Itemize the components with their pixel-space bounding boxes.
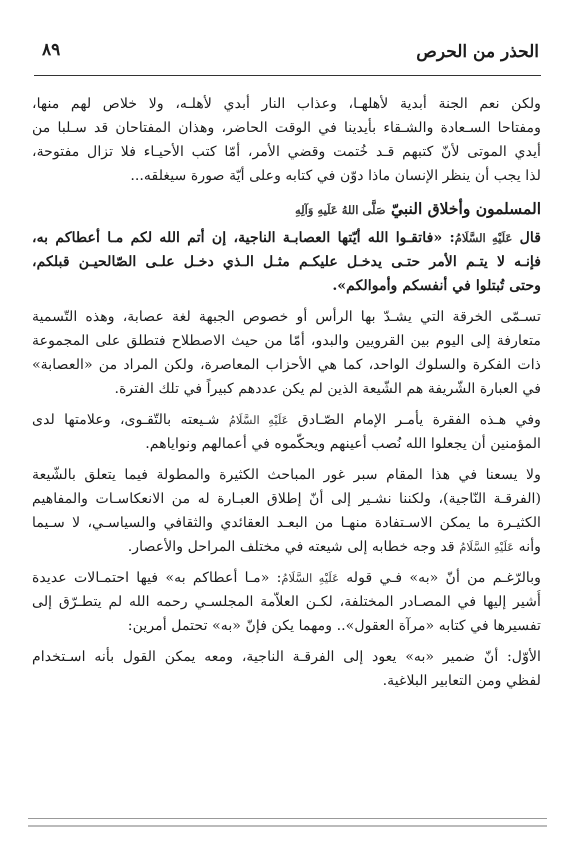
paragraph-line bbox=[32, 408, 541, 432]
paragraph-line: تسـمّى الخرقة التي يشـدّ بها الرأس أو خصوص الجبهة لغة عصابة، وهذه التّسمية bbox=[32, 309, 541, 325]
quote-text: : «فاتقـوا الله أيّتها العصابـة الناجية، إن أتم الله لكم مـا أعطاكم به، bbox=[32, 230, 455, 246]
paragraph-line: في العبارة الشّريفة هم الشّيعة الذين لم يكن عددهم كبيراً في تلك الفترة. bbox=[114, 381, 541, 397]
paragraph-line: الكثيـرة ما يمكن الاسـتفادة منهـا من البعـد العقائدي والثقافي والسياسـي، لا سـيما bbox=[32, 515, 541, 531]
text-segment: شـيعته بالتّقـوى، وعلامتها لدى bbox=[32, 412, 220, 428]
paragraph-line: ذات الفكرة والسلوك الواحد، كما هي الأحزاب المعاصرة، ولكن المراد من «العصابة» bbox=[32, 357, 541, 373]
section-heading bbox=[32, 194, 541, 224]
paragraph-line: المؤمنين أن يجعلوا الله نُصب أعينهم ويحكّموه في أعمالهم ونواياهم. bbox=[145, 436, 541, 452]
paragraph-line: متعارفة إلى اليوم بين القرويين والبدو، أمّا من حيث الاصطلاح فتطلق على المجموعة bbox=[32, 333, 541, 349]
quote-lead: قال bbox=[519, 230, 541, 246]
honorific-mark: عَلَيْهِ السَّلَامُ bbox=[459, 540, 515, 554]
paragraph-line bbox=[32, 535, 541, 559]
paragraph-line: ولا يسعنا في هذا المقام سبر غور المباحث الكثيرة والمطولة فيما يتعلق بالشّيعة bbox=[32, 467, 541, 483]
paragraph-line: الأوّل: أنّ ضمير «به» يعود إلى الفرقـة الناجية، ومعه يمكن القول بأنه اسـتخدام bbox=[32, 649, 541, 665]
page-number: ٨٩ bbox=[42, 40, 61, 60]
text-segment: : «مـا أعطاكم به» فيها احتمـالات عديدة bbox=[32, 570, 282, 586]
quote-line: وحتى تُبتلوا في أنفسكم وأموالكم». bbox=[332, 278, 541, 294]
footer-rule bbox=[28, 818, 547, 827]
paragraph-line: تفسيرها في كتابه «مرآة العقول».. ومهما يكن فإنّ «به» تحتمل أمرين: bbox=[127, 618, 541, 634]
honorific-mark: عَلَيْهِ السَّلَامُ bbox=[228, 413, 289, 427]
paragraph-line: (الفرقـة النّاجية)، ولكننا نشـير إلى أنّ إطلاق العبـارة له من الانعكاسـات والمفاهيم bbox=[32, 491, 541, 507]
page-header bbox=[34, 26, 541, 76]
text-segment: وأنه bbox=[518, 539, 541, 555]
section-heading-text: المسلمون وأخلاق النبيّ bbox=[390, 199, 541, 218]
honorific-mark: صَلَّى اللهُ عَلَيهِ وَآلِهِ bbox=[294, 203, 386, 217]
text-segment: وبالرّغـم من أنّ «به» فـي قوله bbox=[346, 570, 541, 586]
paragraph-line: ومفتاحا السـعادة والشـقاء بأيدينا في الوقت الحاضر، وهذان المفتاحان قد سـلبا من bbox=[32, 120, 541, 136]
header-rule bbox=[34, 75, 541, 76]
paragraph-line bbox=[32, 566, 541, 590]
running-title: الحذر من الحرص bbox=[416, 42, 539, 62]
paragraph-line: لذا يجب أن ينظر الإنسان ماذا دوّن في كتابه وعلى أيّة صورة سيغلقه... bbox=[130, 168, 541, 184]
quote-line bbox=[32, 226, 541, 250]
text-segment: قد وجه خطابه إلى شيعته في مختلف المراحل والأعصار. bbox=[127, 539, 455, 555]
quote-line: فإنـه لا يتـم الأمر حتـى يدخـل عليكـم مثـل الـذي دخـل علـى الصّالحيـن قبلكم، bbox=[32, 254, 541, 270]
page-body bbox=[32, 92, 541, 693]
honorific-mark: عَلَيْهِ السَّلَامُ bbox=[454, 231, 513, 245]
paragraph-line: أُشير إليها في المصـادر المختلفة، لكـن العلاّمة المجلسـي رحمه الله لم يتطـرّق إلى bbox=[32, 594, 541, 610]
paragraph-line: أيدي الموتى لأنّ كتبهم قـد خُتمت وقضي الأمر، أمّا كتب الأحيـاء فلا تزال مفتوحة، bbox=[32, 144, 541, 160]
paragraph-line: ولكن نعم الجنة أبدية لأهلهـا، وعذاب النار أبدي لأهلـه، ولا خلاص لهم منها، bbox=[32, 96, 541, 112]
honorific-mark: عَلَيْهِ السَّلَامُ bbox=[281, 571, 339, 585]
paragraph-line: لفظي ومن التعابير البلاغية. bbox=[382, 673, 541, 689]
text-segment: وفي هـذه الفقرة يأمـر الإمام الصّـادق bbox=[297, 412, 541, 428]
